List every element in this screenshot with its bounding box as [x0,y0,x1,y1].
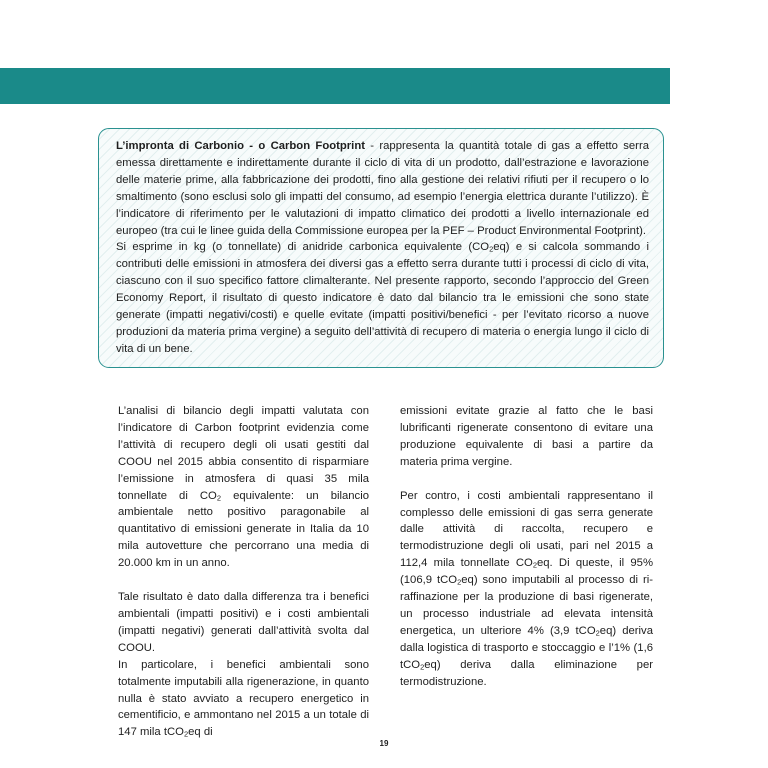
right-text-column [400,403,653,691]
definition-paragraph-1 [116,138,649,239]
body-paragraph [118,657,369,742]
carbon-footprint-definition-box [98,128,664,368]
body-text: In particolare, i benefici ambientali sono totalmente imputabili alla rigenerazione, in quanto nulla è stato avviato a recupero energetico in cementificio, e ammontano nel 2015 a un totale di 147 mila tCO [118,658,369,739]
subscript: 2 [532,560,537,570]
body-paragraph [118,403,369,572]
header-color-band [0,68,670,104]
subscript: 2 [183,729,189,739]
definition-text: eq) e si calcola sommando i contributi delle emissioni in atmosfera dei diversi gas a effetto serra durante tutti i processi di ciclo di vita, ciascuno con il suo specifico fattore climalterante. Nel presente rapporto, secondo l’approccio del Green Economy Report, il risultato di questo indicatore è dato dal bilancio tra le emissioni che sono state generate (impatti negativi/costi) e quelle evitate (impatti positivi/benefici - per l’evitato ricorso a nuove produzioni da materia prima vergine) a seguito dell’attività di recupero di materia o energia lungo il ciclo di vita di un bene. [116,241,649,355]
subscript: 2 [420,662,425,672]
body-text: Per contro, i costi ambientali rappresentano il complesso delle emissioni di gas serra generate dalle attività di raccolta, recupero e termodistruzione degli oli usati, pari nel 2015 a 112,4 mila tonnellate CO [400,489,653,570]
definition-text: - rappresenta la quantità totale di gas a effetto serra emessa direttamente e indirettamente durante il ciclo di vita di un prodotto, dall’estrazione e lavorazione delle materie prime, alla fabbricazione dei prodotti, fino alla gestione dei relativi rifiuti per il recupero o lo smaltimento (sono esclusi solo gli impatti del consumo, ad esempio l’energia elettrica durante l’utilizzo). È l’indicatore di riferimento per le valutazioni di impatto climatico dei prodotti a livello internazionale ed europeo (tra cui le linee guida della Commissione europea per la PEF – Product Environmental Footprint). [116,140,649,237]
body-paragraph: emissioni evitate grazie al fatto che le basi lubrificanti rigenerate consentono di evitare una produzione equivalente di basi a partire da materia prima vergine. [400,405,653,468]
body-paragraph: Tale risultato è dato dalla differenza tra i benefici ambientali (impatti positivi) e i costi ambientali (impatti negativi) generati dall’attività svolta dal COOU. [118,591,369,654]
subscript: 2 [216,493,222,503]
subscript: 2 [595,628,600,638]
subscript: 2 [489,244,494,254]
page-number: 19 [379,739,389,748]
body-paragraph [400,488,653,691]
definition-title: L’impronta di Carbonio - o Carbon Footprint [116,140,365,152]
body-text: eq. Di queste, il 95% (106,9 tCO [400,557,653,587]
subscript: 2 [457,577,462,587]
body-text: equivalente: un bilancio ambientale netto positivo paragonabile al quantitativo di emissioni generate in Italia da 10 mila autovetture che percorrano una media di 20.000 km in un anno. [118,489,370,570]
definition-paragraph-2 [116,239,649,357]
body-text: eq) deriva dalla eliminazione per termodistruzione. [400,658,653,688]
body-text: eq) deriva dalla logistica di trasporto e stoccaggio e l’1% (1,6 tCO [400,624,653,671]
body-text: L’analisi di bilancio degli impatti valutata con l’indicatore di Carbon footprint evidenzia come l’attività di recupero degli oli usati gestiti dal COOU nel 2015 abbia consentito di risparmiare l’emissione in atmosfera di quasi 35 mila tonnellate di CO [118,405,369,502]
body-text: eq) sono imputabili al processo di ri-raffinazione per la produzione di basi rigenerate, un processo industriale ad elevata intensità energetica, un ulteriore 4% (3,9 tCO [400,574,653,637]
body-text: eq di [188,726,213,739]
definition-text: Si esprime in kg (o tonnellate) di anidride carbonica equivalente (CO [116,241,490,254]
left-text-column [118,403,369,741]
